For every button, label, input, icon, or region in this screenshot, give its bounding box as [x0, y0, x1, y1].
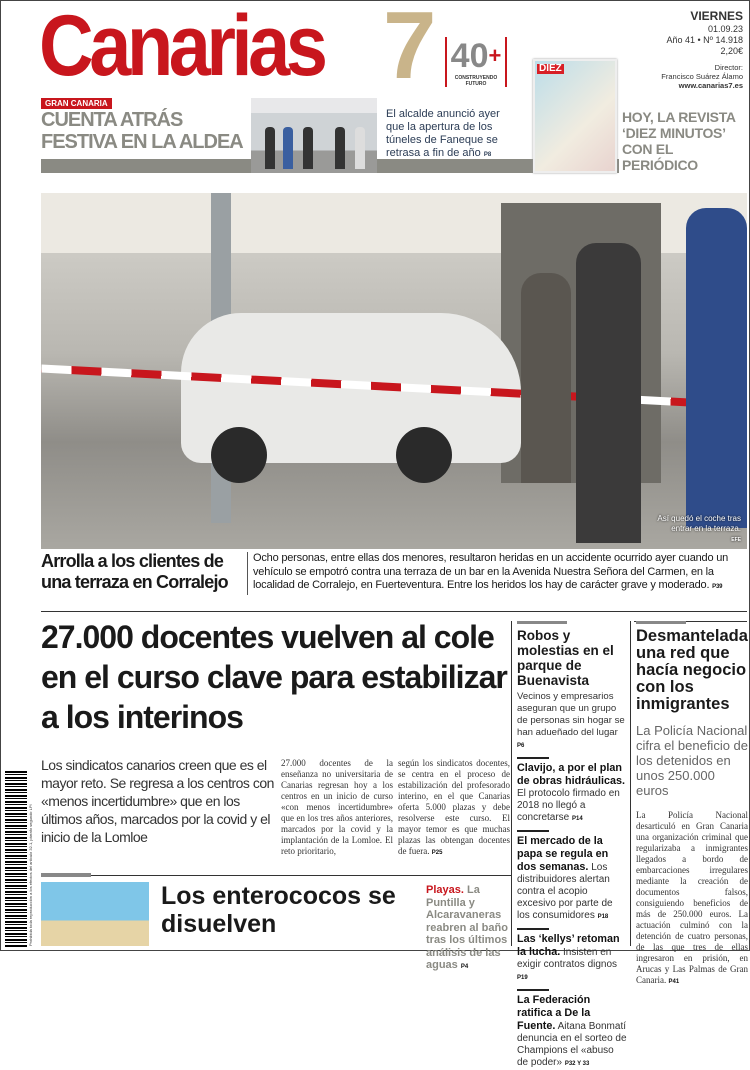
page-ref: P18: [597, 914, 609, 920]
teaser-headline[interactable]: CUENTA ATRÁS FESTIVA EN LA ALDEA: [41, 109, 243, 153]
anniversary-plus: +: [488, 43, 502, 68]
briefs-headline[interactable]: Robos y molestias en el parque de Buenavista: [517, 628, 614, 688]
beach-text: La Puntilla y Alcaravaneras reabren al baño tras los últimos análisis de las aguas: [426, 884, 508, 971]
column-divider: [511, 621, 512, 946]
brief-item[interactable]: [517, 994, 627, 1070]
main-photo: [41, 193, 747, 549]
teaser-photo: [251, 98, 377, 173]
feature-dek: La Policía Nacional cifra el beneficio de los detenidos en unos 250.000 euros: [636, 723, 749, 798]
page-ref: P19: [517, 975, 528, 981]
beach-photo: [41, 882, 149, 946]
anniversary-number: 40: [450, 37, 489, 75]
director-label: Director:: [714, 63, 743, 72]
secondary-body: Ocho personas, entre ellas dos menores, resultaron heridas en un accidente ocurrido ayer cuando un vehículo se empotró contra una terraza de un bar en la Avenida Nuestra Señora del Carmen, en la localidad de Corralejo, en Fuerteventura. Entre los heridos los hay de carácter grave y moderado.: [253, 552, 729, 591]
brief-title: La Federación ratifica a De la Fuente.: [517, 994, 591, 1032]
feature-column: [636, 621, 748, 988]
page-ref: P14: [572, 816, 583, 822]
briefs-body: Vecinos y empresarios aseguran que un grupo de personas sin hogar se han adueñado del lugar: [517, 691, 625, 738]
feature-body-text: La Policía Nacional desarticuló en Gran Canaria una organización criminal que regularizaba a inmigrantes llegados a bordo de embarcaciones irregulares mediante la creación de documentos falsos, consiguiendo beneficios de más de 250.000 euros. La actuación culminó con la detención de cuatro personas, de las que tres de ellas ingresaron en prisión, en Arucas y Las Palmas de Gran Canaria.: [636, 810, 748, 985]
secondary-text: [247, 552, 747, 595]
divider: [41, 875, 511, 876]
anniversary-tagline: CONSTRUYENDO FUTURO: [454, 75, 498, 87]
brief-title: Las ‘kellys’ retoman la lucha.: [517, 933, 620, 958]
brief-title: El mercado de la papa se regula en dos semanas.: [517, 835, 609, 873]
magazine-teaser[interactable]: HOY, LA REVISTA ‘DIEZ MINUTOS’ CON EL PERIÓDICO: [622, 109, 736, 173]
page-ref: P39: [712, 584, 723, 590]
date: 01.09.23: [707, 24, 743, 34]
lead-column-2: [398, 758, 510, 859]
day: VIERNES: [690, 9, 743, 23]
briefs-text: [517, 691, 627, 752]
photo-credit: EFE: [731, 537, 741, 543]
lead-column-2-text: según los sindicatos docentes, se centra en el proceso de estabilización del profesorado interino, en el que Canarias oferta 5.000 plazas y debe resolverse este curso. El mayor temor es que muchas plazas las obtengan docentes de fuera.: [398, 758, 510, 856]
secondary-headline[interactable]: Arrolla a los clientes de una terraza en Corralejo: [41, 551, 228, 592]
teaser-kicker: GRAN CANARIA: [41, 98, 112, 109]
price: 2,20€: [720, 46, 743, 56]
brief-item[interactable]: [517, 933, 627, 984]
beach-kicker: Playas.: [426, 884, 464, 896]
feature-headline[interactable]: Desmantelada una red que hacía negocio con los inmigrantes: [636, 627, 748, 713]
section-tab: [517, 621, 567, 624]
brief-title: Clavijo, a por el plan de obras hidráulicas.: [517, 762, 626, 787]
lead-dek: Los sindicatos canarios creen que es el mayor reto. Se regresa a los centros con «menos incertidumbre» que en los últimos años, marcados por la covid y el inicio de la Lomloe: [41, 757, 274, 845]
section-tab: [41, 873, 91, 877]
teaser-text-body: El alcalde anunció ayer que la apertura de los túneles de Faneque se retrasa a fin de año: [386, 108, 500, 159]
brief-text: Los distribuidores alertan contra el acopio excesivo por parte de los consumidores: [517, 862, 613, 921]
brief-text: El protocolo firmado en 2018 no llegó a concretarse: [517, 788, 620, 823]
page-ref: P4: [460, 964, 469, 970]
page-ref: P8: [483, 152, 492, 158]
beach-teaser: [426, 884, 511, 974]
logo-number: 7: [383, 0, 437, 99]
caption-text: Así quedó el coche tras entrar en la terraza.: [657, 514, 741, 533]
brief-item[interactable]: [517, 762, 627, 825]
section-tab: [636, 621, 686, 624]
beach-headline[interactable]: Los enterococos se disuelven: [161, 882, 396, 938]
anniversary-badge: [445, 37, 507, 87]
brief-text: Insisten en exigir contratos dignos: [517, 947, 618, 970]
lead-column-1: 27.000 docentes de la enseñanza no universitaria de Canarias regresan hoy a los centros en un inicio de curso «con menos incertidumbre» que en los tres años anteriores, marcados por la covid y la implantación de la Lomloe. El reto prioritario,: [281, 758, 393, 856]
teaser-text: [386, 108, 521, 162]
barcode: [5, 771, 27, 947]
lead-headline[interactable]: 27.000 docentes vuelven al cole en el curso clave para estabilizar a los interinos: [41, 619, 507, 735]
issue-info: [661, 9, 743, 90]
website-link[interactable]: www.canarias7.es: [678, 81, 743, 90]
photo-caption: [651, 514, 741, 545]
page-ref: P32 Y 33: [564, 1061, 590, 1067]
logo: Canarias: [39, 0, 324, 94]
brief-item[interactable]: [517, 835, 627, 923]
legal-notice: Prohibida toda reproducción a los efectos del artículo 32.1, párrafo segundo LPI: [28, 804, 33, 946]
brief-text: Aitana Bonmatí denuncia en el sorteo de Champions el «abuso de poder»: [517, 1021, 627, 1068]
feature-body: [636, 810, 748, 988]
briefs-column: [517, 621, 627, 1070]
page-ref: P41: [668, 979, 680, 985]
divider: [41, 611, 747, 612]
column-divider: [630, 621, 631, 946]
page-ref: P6: [517, 743, 525, 749]
director: Francisco Suárez Álamo: [661, 72, 743, 81]
magazine-cover: [533, 59, 617, 173]
issue-number: Año 41 • Nº 14.918: [666, 35, 743, 45]
page-ref: P25: [431, 850, 443, 856]
magazine-logo: DIEZ: [539, 63, 562, 74]
